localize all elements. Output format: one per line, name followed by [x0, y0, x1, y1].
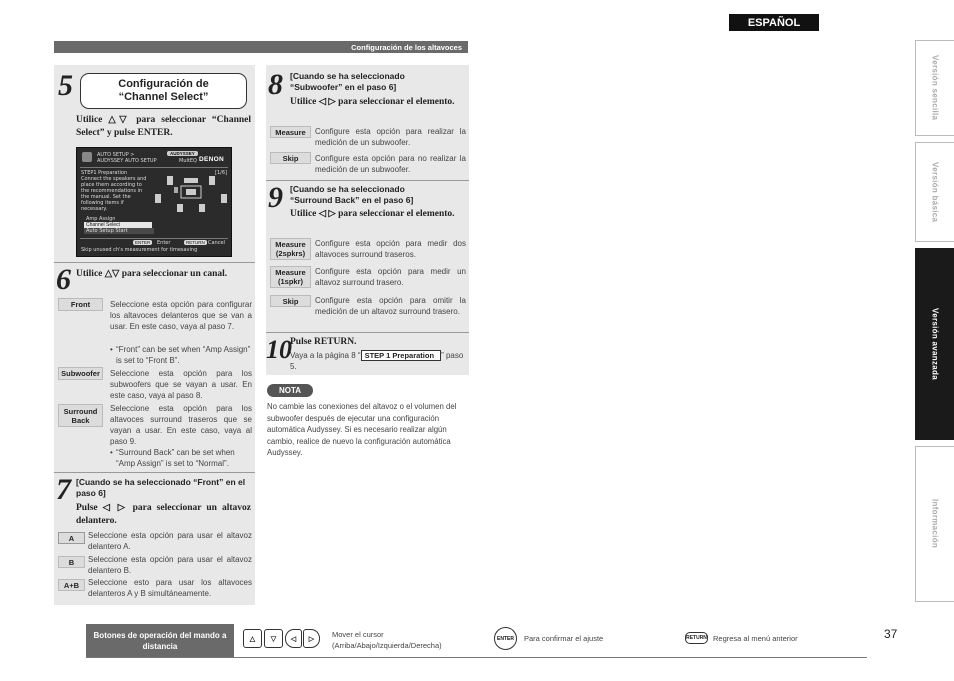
- side-tab-version-basica[interactable]: [915, 142, 954, 242]
- option-measure-2spkrs-desc: Configure esta opción para medir dos altavoces surround traseros.: [315, 239, 466, 259]
- note-text: No cambie las conexiones del altavoz o el volumen del subwoofer después de ejecutar una configuración automática Audyssey. Si es necesario realizar algún cambio, realice de nuevo la configuración automática Audyssey.: [267, 402, 457, 457]
- return-label: Regresa al menú anterior: [713, 634, 798, 643]
- cursor-left-key-icon: ◁: [285, 629, 302, 648]
- enter-label: Para confirmar el ajuste: [524, 634, 604, 643]
- step-10-text-after: ” paso 5.: [290, 351, 464, 371]
- step-7-instruction: Pulse ◁ ▷ para seleccionar un altavoz delantero.: [76, 503, 251, 526]
- option-skip-label: Skip: [270, 152, 311, 164]
- step-8-number: 8: [268, 68, 283, 101]
- note-label: NOTA: [267, 384, 313, 397]
- footer-line: [86, 657, 867, 658]
- bullet-marker: •: [110, 448, 113, 457]
- cursor-down-key-icon: ▽: [264, 629, 283, 648]
- screen-menu-item-channel-select: Channel Select: [84, 222, 152, 228]
- option-a-desc: Seleccione esta opción para usar el altavoz delantero A.: [88, 531, 252, 551]
- screen-header-line2: AUDYSSEY AUTO SETUP: [97, 158, 157, 164]
- option-measure-label: Measure: [270, 126, 311, 138]
- step-5-number: 5: [58, 69, 73, 102]
- screen-return-key: RETURN: [186, 240, 205, 245]
- speaker-layout-illustration: [153, 174, 229, 216]
- option-front-label: Front: [58, 298, 103, 311]
- option-a-plus-b-desc: Seleccione esto para usar los altavoces delanteros A y B simultáneamente.: [88, 578, 252, 598]
- option-measure-desc: Configure esta opción para realizar la medición de un subwoofer.: [315, 127, 466, 147]
- side-tab-label: Versión sencilla: [930, 55, 940, 121]
- step-5-title: Configuración de “Channel Select”: [118, 78, 209, 103]
- step-8-heading: [Cuando se ha seleccionado “Subwoofer” en el paso 6]: [290, 71, 405, 92]
- screen-badge: AUDYSSEY: [167, 151, 198, 156]
- option-front-bullet-text: “Front” can be set when “Amp Assign” is set to “Front B”.: [116, 345, 251, 365]
- screen-divider: [80, 167, 228, 168]
- screen-page-indicator: [1/6]: [215, 170, 227, 176]
- step-8-instruction: Utilice ◁ ▷ para seleccionar el elemento.: [290, 97, 455, 107]
- screen-header-line1: AUTO SETUP >: [97, 152, 135, 158]
- cursor-up-key-icon: △: [243, 629, 262, 648]
- step-9-divider: [266, 180, 469, 181]
- step-6-instruction: Utilice △▽ para seleccionar un canal.: [76, 269, 228, 279]
- option-subwoofer-desc: Seleccione esta opción para los subwoofers que se vayan a usar. En este caso, vaya al paso 8.: [110, 369, 252, 400]
- step-10-divider: [266, 332, 469, 333]
- side-tab-label: Información: [930, 499, 940, 549]
- option-measure-1spkr-desc: Configure esta opción para medir un altavoz surround trasero.: [315, 267, 466, 287]
- option-surround-back-bullet-text: “Surround Back” can be set when “Amp Assign” is set to “Normal”.: [116, 448, 235, 468]
- screen-footer-divider: [80, 238, 228, 239]
- screen-brand-logo: DENON: [199, 156, 224, 163]
- enter-key-icon: ENTER: [494, 627, 517, 650]
- step-7-divider: [54, 472, 255, 473]
- screen-menu-item-auto-setup-start: Auto Setup Start: [84, 228, 154, 234]
- option-b-desc: Seleccione esta opción para usar el altavoz delantero B.: [88, 555, 252, 575]
- step-7-number: 7: [56, 473, 71, 506]
- side-tab-informacion[interactable]: [915, 446, 954, 602]
- option-skip-surround-desc: Configure esta opción para omitir la medición de un altavoz surround trasero.: [315, 296, 466, 316]
- screen-sub-badge: MultEQ: [179, 158, 197, 164]
- side-tab-label: Versión básica: [930, 161, 940, 223]
- screen-return-label: Cancel: [208, 240, 225, 246]
- side-tab-version-avanzada[interactable]: [915, 248, 954, 440]
- screen-step-label: STEP1 Preparation: [81, 170, 128, 176]
- language-tab: ESPAÑOL: [729, 14, 819, 31]
- step-6-number: 6: [56, 263, 71, 296]
- option-measure-2spkrs-label: Measure (2spkrs): [270, 238, 311, 260]
- option-front-desc: Seleccione esta opción para configurar los altavoces delanteros que se van a usar. En este caso, vaya al paso 7.: [110, 300, 252, 331]
- step-7-heading: [Cuando se ha seleccionado “Front” en el paso 6]: [76, 477, 246, 498]
- screen-enter-label: Enter: [157, 240, 171, 246]
- option-front-bullet: [110, 344, 252, 366]
- step-5-instruction: Utilice △▽ para seleccionar “Channel Select” y pulse ENTER.: [76, 115, 251, 138]
- option-measure-1spkr-label: Measure (1spkr): [270, 266, 311, 288]
- step-9-instruction: Utilice ◁ ▷ para seleccionar el elemento.: [290, 209, 455, 219]
- screen-enter-key: ENTER: [135, 240, 151, 245]
- option-skip-desc: Configure esta opción para no realizar la medición de un subwoofer.: [315, 154, 466, 174]
- step-10-link[interactable]: STEP 1 Preparation: [361, 350, 441, 361]
- step-10-number: 10: [266, 335, 292, 364]
- option-subwoofer-label: Subwoofer: [58, 367, 103, 380]
- option-b-label: B: [58, 556, 85, 568]
- cursor-right-key-icon: ▷: [303, 629, 320, 648]
- bullet-marker: •: [110, 345, 113, 354]
- step-10-text: [290, 350, 468, 372]
- option-a-label: A: [58, 532, 85, 544]
- option-a-plus-b-label: A+B: [58, 579, 85, 591]
- section-title-bar: Configuración de los altavoces: [54, 41, 468, 53]
- page-number: 37: [884, 627, 898, 641]
- cursor-label: Mover el cursor (Arriba/Abajo/Izquierda/Derecha): [332, 630, 442, 650]
- step-6-divider: [54, 262, 255, 263]
- return-key-icon: RETURN: [685, 632, 708, 644]
- step-5-title-box: [80, 73, 247, 109]
- setup-screen: [76, 147, 232, 257]
- footer-title: Botones de operación del mando a distancia: [86, 624, 234, 657]
- option-surround-back-label: Surround Back: [58, 404, 103, 427]
- option-skip-surround-label: Skip: [270, 295, 311, 307]
- side-tab-label: Versión avanzada: [930, 308, 940, 380]
- screen-footer-text: Skip unused ch's measurement for timesaving: [81, 247, 198, 253]
- step-10-instruction: Pulse RETURN.: [290, 337, 357, 347]
- side-tab-version-sencilla[interactable]: [915, 40, 954, 136]
- step-9-heading: [Cuando se ha seleccionado “Surround Back” en el paso 6]: [290, 184, 414, 205]
- screen-header-icon: [82, 152, 92, 162]
- screen-menu-item-amp-assign: Amp Assign: [86, 216, 116, 222]
- step-9-number: 9: [268, 181, 283, 214]
- option-surround-back-bullet: [110, 447, 252, 469]
- option-surround-back-desc: Seleccione esta opción para los altavoces surround traseros que se vayan a usar. En este caso, vaya al paso 9.: [110, 404, 252, 446]
- screen-body-text: Connect the speakers and place them according to the recommendations in the manual. Set the following items if necessary.: [81, 176, 147, 212]
- step-10-text-before: Vaya a la página 8 “: [290, 351, 361, 360]
